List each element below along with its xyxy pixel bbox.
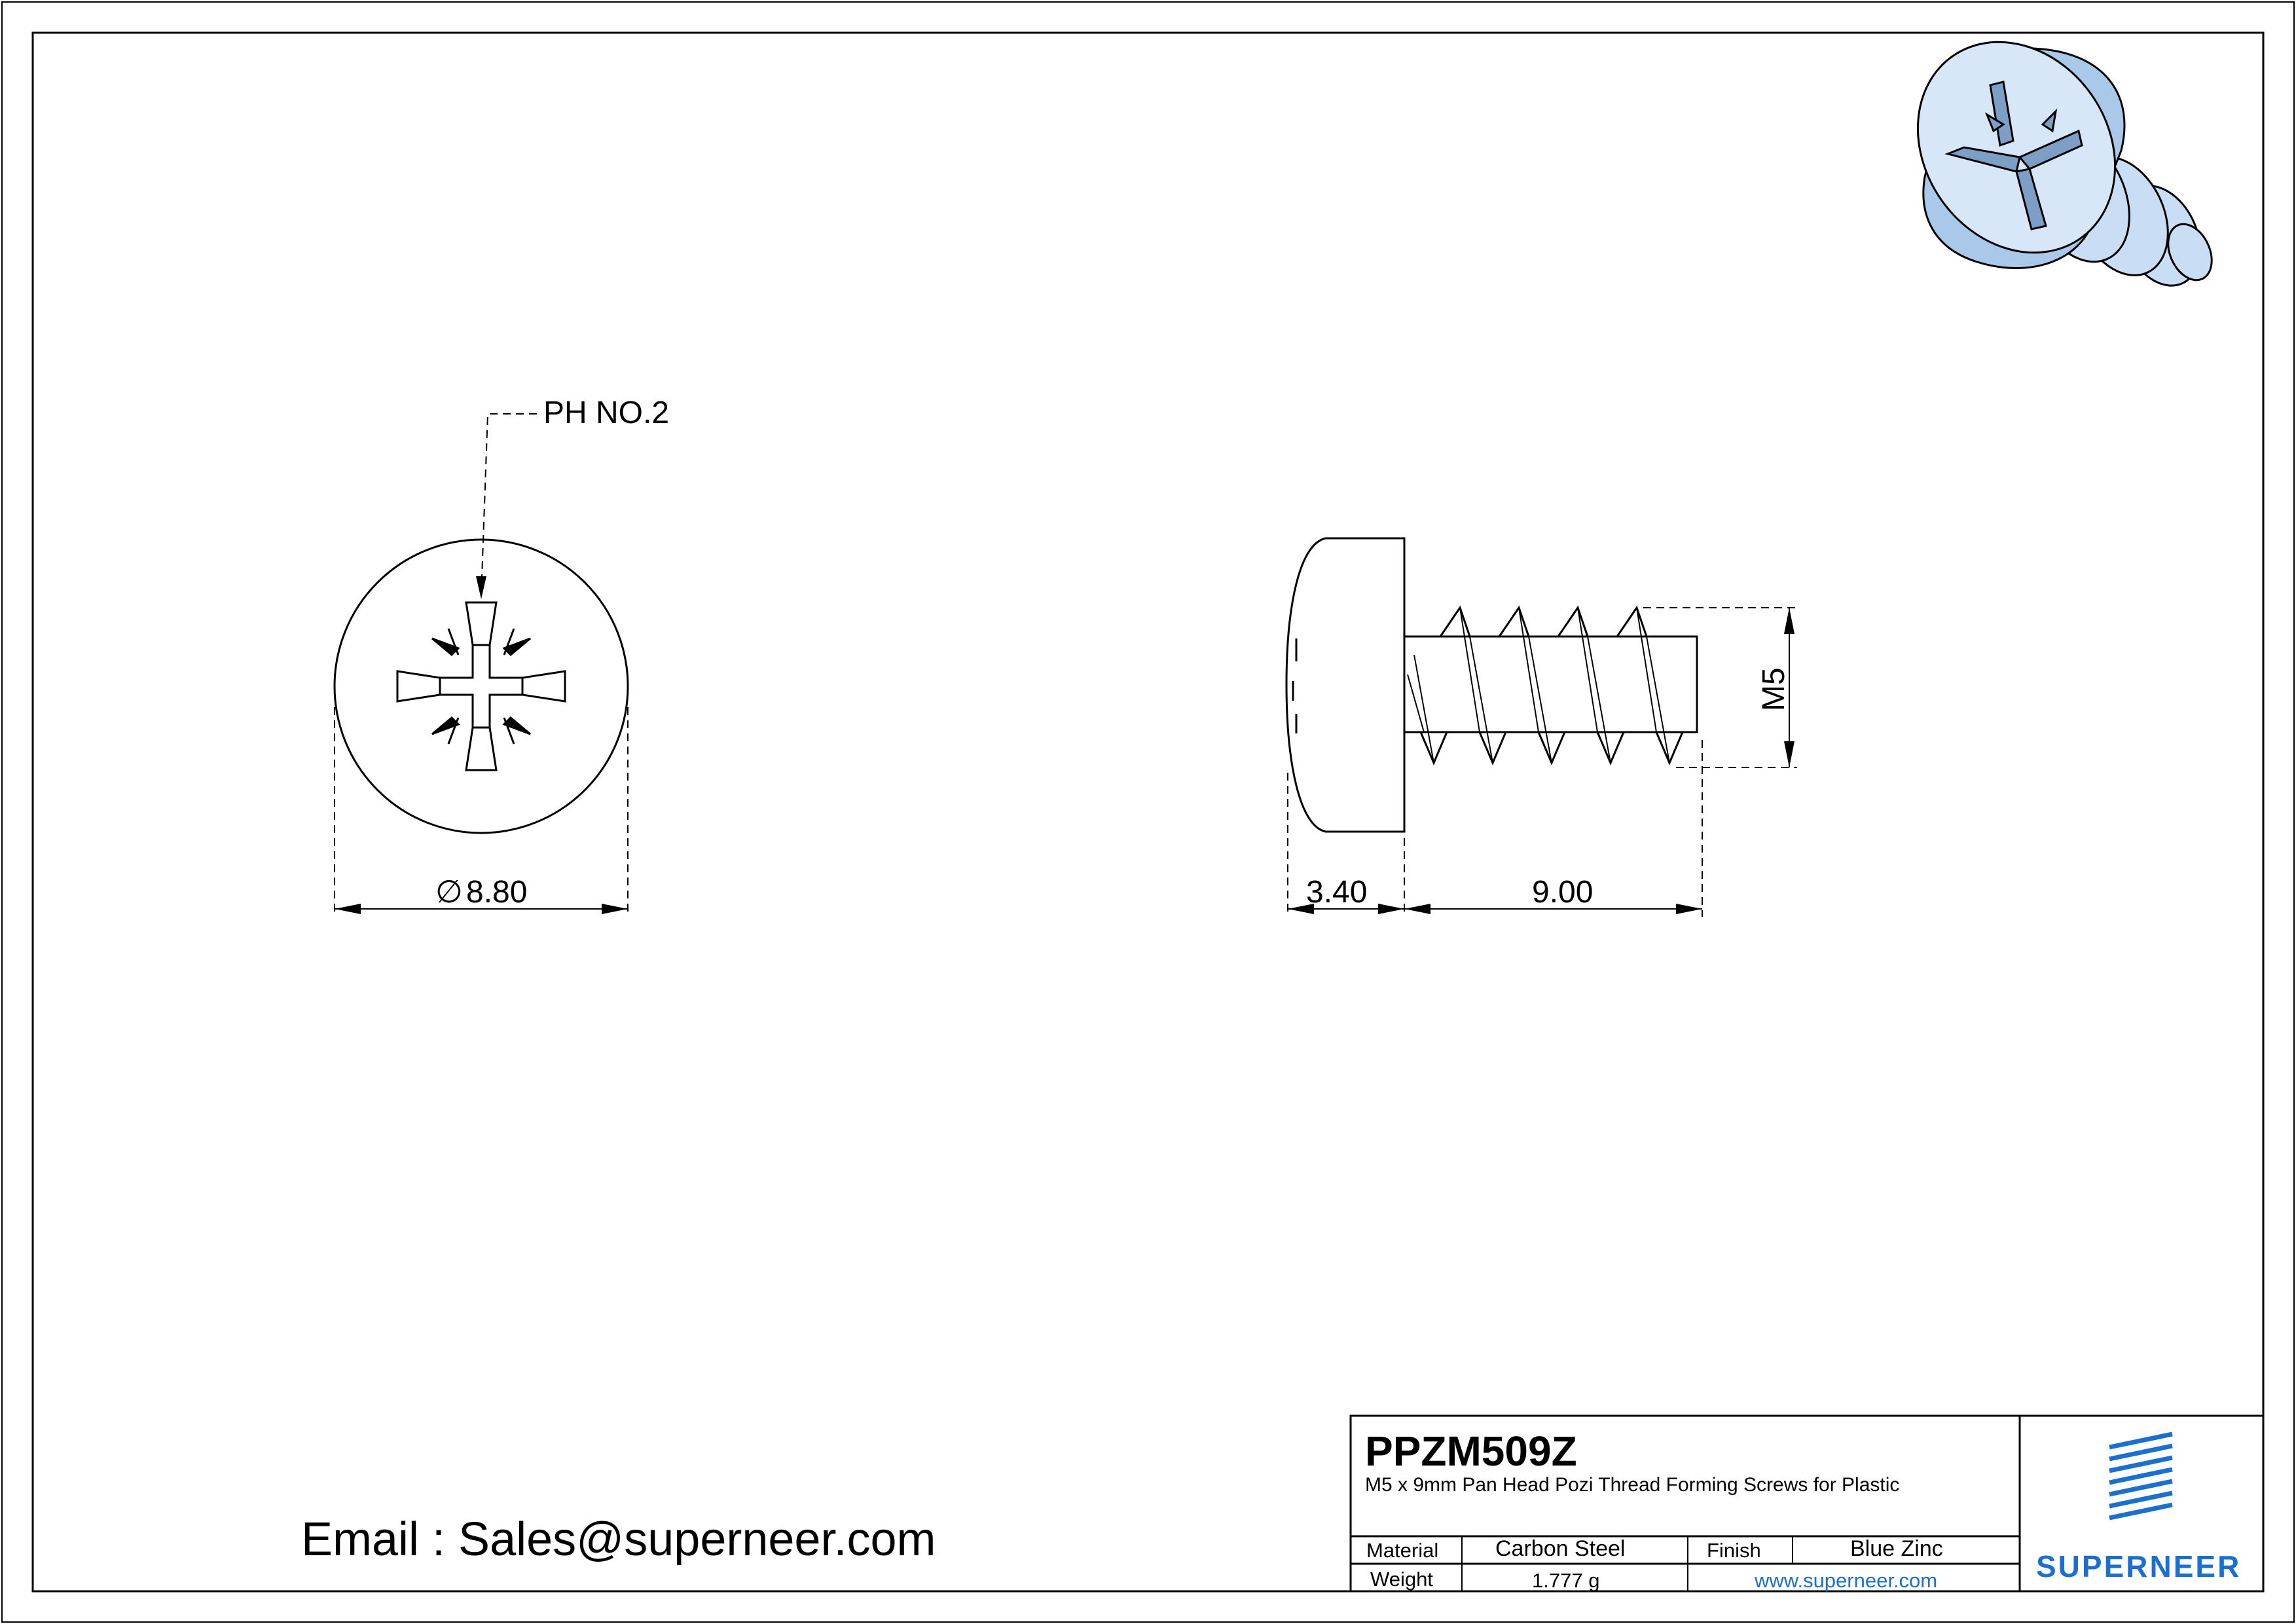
weight-label: Weight [1370, 1568, 1433, 1591]
drive-type-label: PH NO.2 [543, 396, 670, 430]
material-value: Carbon Steel [1495, 1536, 1626, 1561]
drive-callout-leader [476, 414, 537, 599]
diameter-value: 8.80 [466, 875, 528, 910]
inner-border [33, 33, 2263, 1591]
brand-name: SUPERNEER [2036, 1549, 2242, 1583]
diameter-symbol: ∅ [435, 875, 463, 910]
website-link[interactable]: www.superneer.com [1755, 1569, 1938, 1592]
finish-value: Blue Zinc [1850, 1536, 1943, 1561]
part-number: PPZM509Z [1365, 1428, 1577, 1475]
weight-value: 1.777 g [1532, 1569, 1600, 1592]
head-height-value: 3.40 [1306, 875, 1368, 910]
part-description: M5 x 9mm Pan Head Pozi Thread Forming Screws for Plastic [1365, 1474, 1900, 1496]
material-label: Material [1366, 1539, 1439, 1562]
length-value: 9.00 [1532, 875, 1594, 910]
thread-size-value: M5 [1757, 667, 1791, 711]
finish-label: Finish [1707, 1539, 1761, 1562]
screw-side-view [1286, 538, 1697, 832]
contact-email: Email : Sales@superneer.com [301, 1513, 936, 1566]
screw-3d-image [1878, 3, 2220, 298]
brand-logo-icon [2109, 1434, 2172, 1518]
